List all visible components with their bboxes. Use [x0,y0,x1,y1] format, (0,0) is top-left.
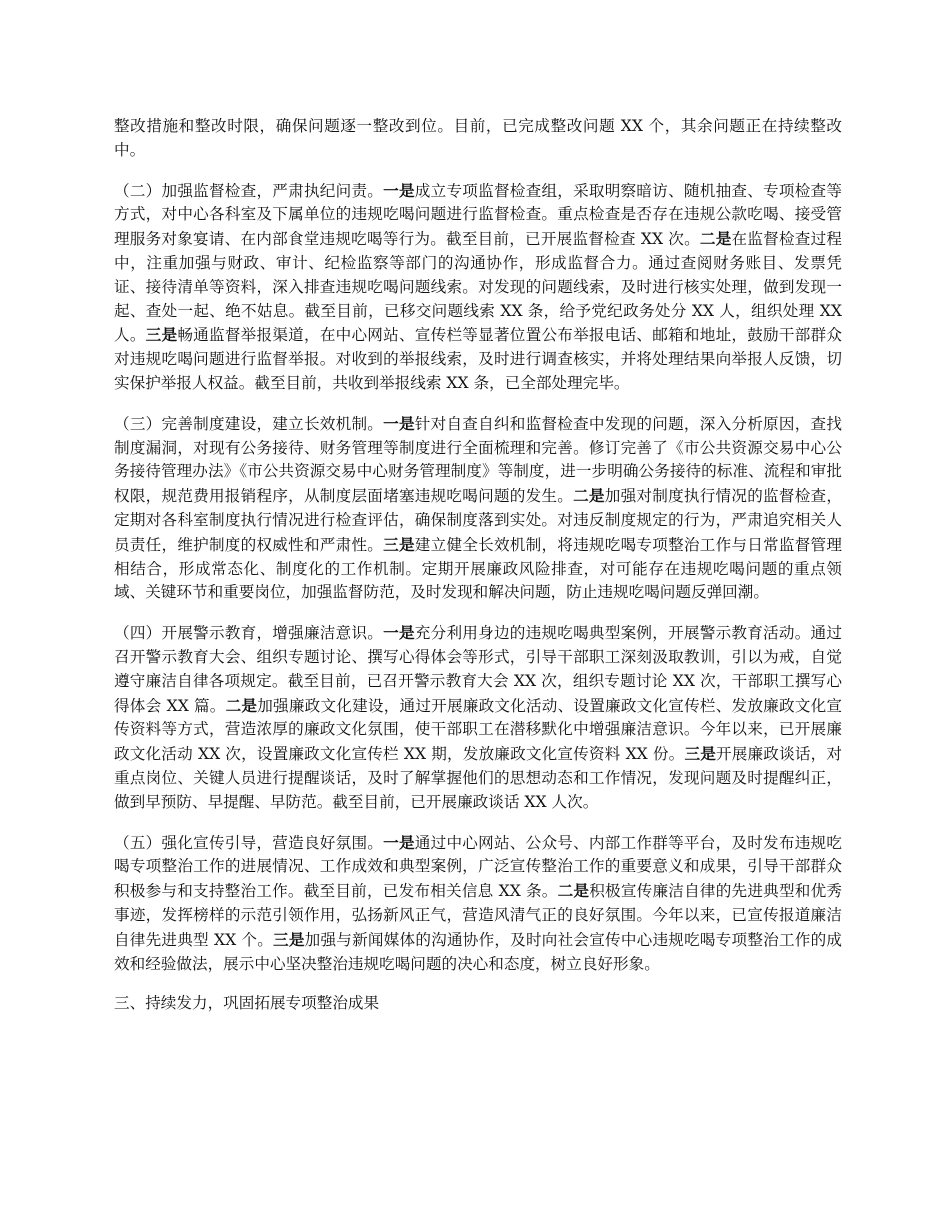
paragraph-section-4 [114,621,842,814]
emphasis-marker: 二是 [699,229,732,249]
text-run: 积极宣传廉洁自律的先进典型和优秀事迹，发挥榜样的示范引领作用，弘扬新风正气，营造风清气正的良好氛围。今年以来，已宣传报道廉洁自律先进典型 XX 个。 [114,882,842,949]
text-run: 针对自查自纠和监督检查中发现的问题，深入分析原因，查找制度漏洞，对现有公务接待、财务管理等制度进行全面梳理和完善。修订完善了《市公共资源交易中心公务接待管理办法》《市公共资源交易中心财务管理制度》等制度，进一步明确公务接待的标准、流程和审批权限，规范费用报销程序，从制度层面堵塞违规吃喝问题的发生。 [114,414,842,506]
text-run: 充分利用身边的违规吃喝典型案例，开展警示教育活动。通过召开警示教育大会、组织专题讨论、撰写心得体会等形式，引导干部职工深刻汲取教训，引以为戒，自觉遵守廉洁自律各项规定。截至目前，已召开警示教育大会 XX 次，组织专题讨论 XX 次，干部职工撰写心得体会 XX 篇。 [114,624,842,715]
emphasis-marker: 一是 [383,832,415,852]
emphasis-marker: 二是 [557,881,590,901]
emphasis-marker: 一是 [383,413,415,433]
text-run: 成立专项监督检查组，采取明察暗访、随机抽查、专项检查等方式，对中心各科室及下属单位的违规吃喝问题进行监督检查。重点检查是否存在违规公款吃喝、接受管理服务对象宴请、在内部食堂违规吃喝等行为。截至目前，已开展监督检查 XX 次。 [114,181,842,249]
text-run: （三）完善制度建设，建立长效机制。 [114,414,384,433]
emphasis-marker: 三是 [273,929,305,949]
text-run: 畅通监督举报渠道，在中心网站、宣传栏等显著位置公布举报电话、邮箱和地址，鼓励干部群众对违规吃喝问题进行监督举报。对收到的举报线索，及时进行调查核实，并将处理结果向举报人反馈，切实保护举报人权益。截至目前，共收到举报线索 XX 条，已全部处理完毕。 [114,326,842,392]
emphasis-marker: 三是 [145,325,178,345]
emphasis-marker: 一是 [383,623,415,643]
text-run: （四）开展警示教育，增强廉洁意识。 [114,624,384,643]
text-run: （五）强化宣传引导，营造良好氛围。 [114,833,384,852]
text-run: 加强与新闻媒体的沟通协作，及时向社会宣传中心违规吃喝专项整治工作的成效和经验做法，展示中心坚决整治违规吃喝问题的决心和态度，树立良好形象。 [114,930,842,973]
text-run: 开展廉政谈话，对重点岗位、关键人员进行提醒谈话，及时了解掌握他们的思想动态和工作情况，发现问题及时提醒纠正，做到早预防、早提醒、早防范。截至目前，已开展廉政谈话 XX 人次。 [114,745,842,811]
text-run: 加强对制度执行情况的监督检查，定期对各科室制度执行情况进行检查评估，确保制度落到实处。对违反制度规定的行为，严肃追究相关人员责任，维护制度的权威性和严肃性。 [114,487,842,554]
document-body [114,115,842,976]
section-heading: 三、持续发力，巩固拓展专项整治成果 [114,994,380,1013]
paragraph-intro [114,115,842,163]
emphasis-marker: 二是 [225,695,258,715]
emphasis-marker: 一是 [383,180,415,200]
paragraph-section-3 [114,412,842,605]
paragraph-section-5 [114,831,842,977]
emphasis-marker: 二是 [573,486,605,506]
emphasis-marker: 三是 [684,744,716,764]
text-run: 通过中心网站、公众号、内部工作群等平台，及时发布违规吃喝专项整治工作的进展情况、工作成效和典型案例，广泛宣传整治工作的重要意义和成果，引导干部群众积极参与和支持整治工作。截至目前，已发布相关信息 XX 条。 [114,833,842,901]
text-run: 加强廉政文化建设，通过开展廉政文化活动、设置廉政文化宣传栏、发放廉政文化宣传资料等方式，营造浓厚的廉政文化氛围，使干部职工在潜移默化中增强廉洁意识。今年以来，已开展廉政文化活动 XX 次，设置廉政文化宣传栏 XX 期，发放廉政文化宣传资料 XX 份。 [114,696,842,764]
text-run: 整改措施和整改时限，确保问题逐一整改到位。目前，已完成整改问题 XX 个，其余问题正在持续整改中。 [114,117,842,159]
emphasis-marker: 三是 [383,534,415,554]
text-run: 建立健全长效机制，将违规吃喝专项整治工作与日常监督管理相结合，形成常态化、制度化的工作机制。定期开展廉政风险排查，对可能存在违规吃喝问题的重点领域、关键环节和重要岗位，加强监督防范，及时发现和解决问题，防止违规吃喝问题反弹回潮。 [114,535,842,602]
paragraph-section-2 [114,179,842,396]
text-run: （二）加强监督检查，严肃执纪问责。 [114,181,384,200]
text-run: 在监督检查过程中，注重加强与财政、审计、纪检监察等部门的沟通协作，形成监督合力。通过查阅财务账目、发票凭证、接待清单等资料，深入排查违规吃喝问题线索。对发现的问题线索，及时进行核实处理，做到发现一起、查处一起、绝不姑息。截至目前，已移交问题线索 XX 条，给予党纪政务处分 XX 人，组织处理 XX 人。 [114,230,842,345]
